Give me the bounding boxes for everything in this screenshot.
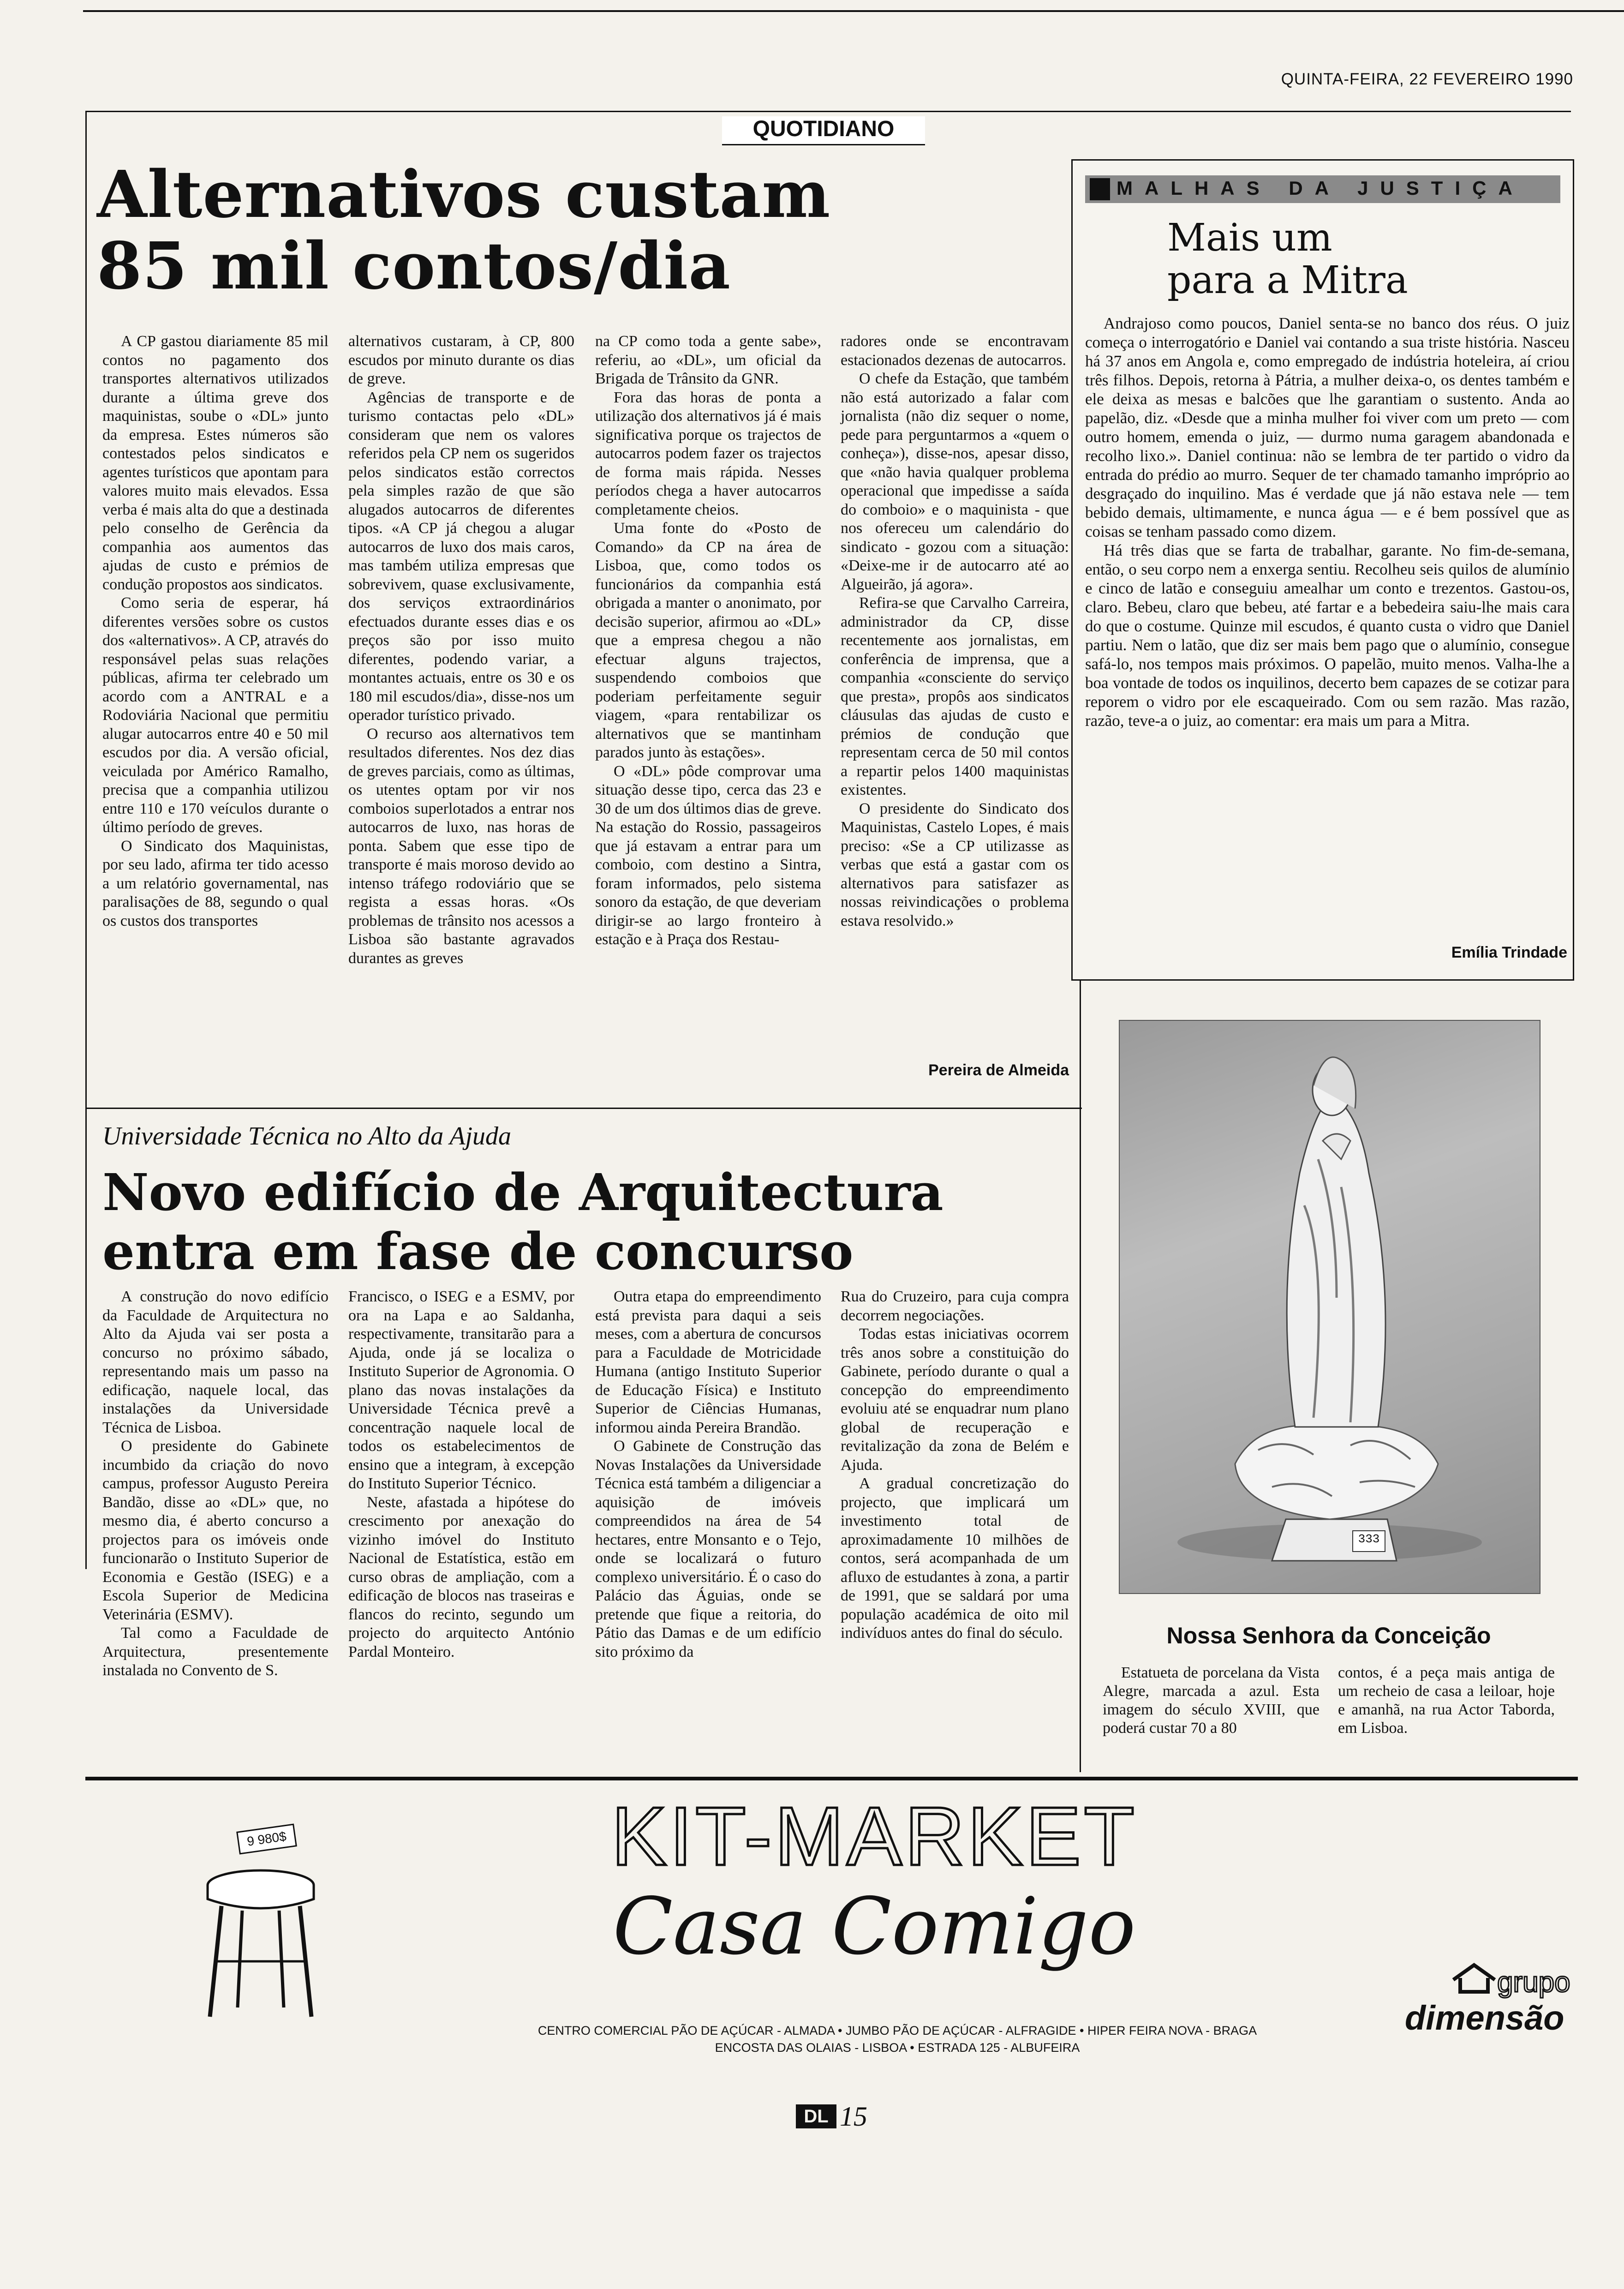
paragraph: Todas estas iniciativas ocorrem três anos sobre a constituição do Gabinete, período durante o qual a concepção do empreendimento evoluiu até se enquadrar num plano global de recuperação e revitalização da zona de Belém e Ajuda. [841,1325,1069,1474]
article-divider [85,1108,1082,1109]
article1-headline [97,159,830,302]
article1-column-3 [595,332,821,949]
date-line: QUINTA-FEIRA, 22 FEVEREIRO 1990 [1281,70,1573,88]
footer-logo: DL [796,2104,836,2128]
article1-headline-line2: 85 mil contos/dia [97,228,731,304]
article2-column-3 [595,1288,821,1661]
article1-headline-line1: Alternativos custam [97,157,831,233]
article1-column-1 [102,332,328,930]
section-label: QUOTIDIANO [722,116,925,145]
group-logo-name: dimensão [1405,1999,1564,2037]
paragraph: na CP como toda a gente sabe», referiu, ao «DL», um oficial da Brigada de Trânsito da GNR. [595,333,821,387]
sidebar-series-label: MALHAS DA JUSTIÇA [1116,177,1524,199]
paragraph: O presidente do Sindicato dos Maquinistas, Castelo Lopes, é mais preciso: «Se a CP utilizasse as verbas que está a gastar com os alternativos para satisfazer as nossas reivindicações o problema estava resolvido.» [841,800,1069,929]
paragraph: O Gabinete de Construção das Novas Instalações da Universidade Técnica está também a diligenciar a aquisição de imóveis compreendidos na área de 54 hectares, entre Monsanto e o Tejo, onde se localizará o futuro complexo universitário. É o caso do Palácio das Águias, onde se pretende que fique a reitoria, do Pátio das Damas e de um edifício sito próximo da [595,1438,821,1660]
article2-headline-line2: entra em fase de concurso [102,1222,854,1281]
photo-title: Nossa Senhora da Conceição [1166,1623,1491,1648]
paragraph: O Sindicato dos Maquinistas, por seu lado, afirma ter tido acesso a um relatório governamental, nas paralisações de 88, segundo o qual os custos dos transportes [102,837,328,929]
paragraph: Como seria de esperar, há diferentes versões sobre os custos dos «alternativos». A CP, através do responsável pelas suas relações públicas, afirma ter celebrado um acordo com a ANTRAL e a Rodoviária Nacional que permitiu alugar autocarros entre 40 e 50 mil escudos por dia. A versão oficial, veiculada por Américo Ramalho, precisa que a companhia utilizou entre 110 e 170 veículos durante o último período de greves. [102,594,328,836]
paragraph: O chefe da Estação, que também não está autorizado a falar com jornalista (não diz sequer o nome, pede para perguntarmos a «quem o conheça»), disse-nos, apesar disso, que «não havia qualquer problema operacional que impedisse a saída do comboio» e o maquinista - que nos ofereceu um calendário do sindicato - gozou com a situação: «Deixe-me ir de autocarro até ao Algueirão, já agora». [841,370,1069,593]
photo-caption-col1 [1103,1664,1320,1738]
paragraph: A gradual concretização do projecto, que implicará um investimento total de aproximadamente 10 milhões de contos, será acompanhada de um afluxo de estudantes à zona, a partir de 1991, que se saldará por uma população académica de oito mil indivíduos antes do final do século. [841,1475,1069,1642]
paragraph: Outra etapa do empreendimento está prevista para daqui a seis meses, com a abertura de concursos para a Faculdade de Motricidade Humana (antigo Instituto Superior de Educação Física) e Instituto Superior de Ciências Humanas, informou ainda Pereira Brandão. [595,1288,821,1436]
paragraph: Uma fonte do «Posto de Comando» da CP na área de Lisboa, que, como todos os funcionários da companhia está obrigada a manter o anonimato, por decisão superior, afirmou ao «DL» que a empresa chegou a não efectuar alguns trajectos, suspendendo comboios que poderiam perfeitamente seguir viagem, «para rentabilizar os alternativos que se mantinham parados junto às estações». [595,520,821,761]
paragraph: Francisco, o ISEG e a ESMV, por ora na Lapa e ao Saldanha, respectivamente, transitarão para a Ajuda, onde já se localiza o Instituto Superior de Agronomia. O plano das novas instalações da Universidade Técnica prevê a concentração naquele local de todos os estabelecimentos de ensino que a integram, à excepção do Instituto Superior Técnico. [348,1288,574,1492]
caption-text: Estatueta de porcelana da Vista Alegre, marcada a azul. Esta imagem do século XVIII, que poderá custar 70 a 80 [1103,1664,1320,1737]
ad-brand: KIT-MARKET [611,1790,1138,1883]
paragraph: Fora das horas de ponta a utilização dos alternativos já é mais significativa porque os trajectos de autocarros podem fazer os trajectos de forma mais rápida. Nesses períodos chega a haver autocarros completamente cheios. [595,389,821,518]
ad-tagline: Casa Comigo [613,1881,1136,1972]
article2-column-1 [102,1288,328,1680]
sidebar-title-line1: Mais um [1167,216,1332,260]
article2-column-4 [841,1288,1069,1643]
chair-icon [191,1841,330,2026]
house-icon [1451,1961,1497,1994]
paragraph: Neste, afastada a hipótese do crescimento por anexação do vizinho imóvel do Instituto Nacional de Estatística, estão em curso obras de ampliação, com a edificação de blocos nas traseiras e flancos do recinto, segundo um projecto do arquitecto António Pardal Monteiro. [348,1493,574,1660]
top-rule [83,10,1624,12]
article1-byline: Pereira de Almeida [928,1061,1069,1079]
photo-caption-col2 [1338,1664,1555,1738]
ad-locations-line1: CENTRO COMERCIAL PÃO DE AÇÚCAR - ALMADA • JUMBO PÃO DE AÇÚCAR - ALFRAGIDE • HIPER FEIRA NOVA - BRAGA [537,2024,1257,2037]
ad-locations-line2: ENCOSTA DAS OLAIAS - LISBOA • ESTRADA 125 - ALBUFEIRA [715,2041,1080,2055]
paragraph: alternativos custaram, à CP, 800 escudos por minuto durante os dias de greve. [348,333,574,387]
paragraph: A construção do novo edifício da Faculdade de Arquitectura no Alto da Ajuda vai ser posta a concurso no próximo sábado, representando mais um passo na edificação, naquele local, das instalações da Universidade Técnica de Lisboa. [102,1288,328,1436]
group-label: grupo [1497,1966,1570,1998]
statue-stamp: 333 [1358,1532,1380,1546]
article1-column-4 [841,332,1069,930]
paragraph: radores onde se encontravam estacionados dezenas de autocarros. [841,333,1069,369]
paragraph: Há três dias que se farta de trabalhar, garante. No fim-de-semana, então, o seu corpo nem a enxerga sentiu. Recolheu seis quilos de alumínio e cinco de latão e conseguiu amealhar um conto e trezentos. Gastou-os, claro. Bebeu, claro que bebeu, até fartar e a bebedeira saiu-lhe mais cara do que o costume. Quinze mil escudos, é quanto custa o vidro que Daniel partiu. Nem o latão, que diz ser mais bem pago que o alumínio, consegue safá-lo, nos tempos mais próximos. O papelão, muito menos. Valha-lhe a boa vontade de todos os inquilinos, decerto bem capazes de se cotizar para reporem o vidro por ele escaqueirado. Com ou sem razão. Mas razão, razão, teve-a o juiz, ao comentar: era mais um para a Mitra. [1085,541,1570,730]
paragraph: O recurso aos alternativos tem resultados diferentes. Nos dez dias de greves parciais, como as últimas, os utentes optam por vir nos comboios superlotados a entrar nos autocarros de luxo, nas horas de ponta. Sabem que esse tipo de transporte é mais moroso devido ao intenso tráfego rodoviário que se regista a essas horas. «Os problemas de trânsito nos acessos a Lisboa são bastante agravados durantes as greves [348,725,575,967]
article2-headline-line1: Novo edifício de Arquitectura [102,1162,943,1222]
paragraph: Refira-se que Carvalho Carreira, administrador da CP, disse recentemente aos jornalistas, em conferência de imprensa, que a companhia «consciente do serviço que presta», propôs aos sindicatos cláusulas das ajudas de custo e prémios de condução que representam cerca de 50 mil contos a repartir pelos 1400 maquinistas existentes. [841,594,1069,798]
paragraph: A CP gastou diariamente 85 mil contos no pagamento dos transportes alternativos utilizados durante a última greve dos maquinistas, soube o «DL» junto da empresa. Estes números são contestados pelos sindicatos e agentes turísticos que apontam para valores muito mais elevados. Essa verba é mais alta do que a destinada pelo conselho de Gerência da companhia aos aumentos das ajudas de custo e prémios de condução propostos aos sindicatos. [102,333,328,593]
paragraph: O presidente do Gabinete incumbido da criação do novo campus, professor Augusto Pereira Bandão, disse ao «DL» que, no mesmo dia, é aberto concurso a projectos para os imóveis onde funcionarão o Instituto Superior de Economia e Gestão (ISEG) e a Escola Superior de Medicina Veterinária (ESMV). [102,1438,328,1623]
paragraph: Tal como a Faculdade de Arquitectura, presentemente instalada no Convento de S. [102,1624,328,1679]
article1-left-rule [85,111,87,1569]
sidebar-title-line2: para a Mitra [1167,258,1408,302]
article1-column-2 [348,332,574,968]
page-number: 15 [840,2101,867,2132]
paragraph: Rua do Cruzeiro, para cuja compra decorrem negociações. [841,1288,1069,1324]
article2-headline [102,1163,943,1281]
paragraph: Agências de transporte e de turismo contactas pelo «DL» consideram que nem os valores referidos pela CP nem os sugeridos pelos sindicatos estão correctos pela simples razão de que são alugados autocarros de diferentes tipos. «A CP já chegou a alugar autocarros de luxo dos mais caros, mas também utiliza empresas que sobrevivem, quase exclusivamente, dos serviços extraordinários efectuados durante esses dias e os preços são por isso muito diferentes, podendo variar, a montantes actuais, entre os 30 e os 180 mil escudos/dia», disse-nos um operador turístico privado. [348,389,574,724]
photo-left-rule [1080,997,1081,1772]
sidebar-byline: Emília Trindade [1451,944,1567,961]
statue-image [1120,1021,1540,1593]
sidebar-title [1167,217,1408,302]
article1-top-rule [85,111,1571,112]
article2-column-2 [348,1288,574,1661]
photo-frame [1119,1020,1540,1594]
ad-top-rule [85,1777,1578,1780]
paragraph: Andrajoso como poucos, Daniel senta-se no banco dos réus. O juiz começa o interrogatório e Daniel vai contando a sua triste história. Nasceu há 37 anos em Angola e, como empregado de indústria hoteleira, aí criou três filhos. Depois, retorna à Pátria, a mulher deixa-o, os dentes também e ele deixa as mesas e balcões que lhe garantiam o sustento. Anda ao papelão, diz. «Desde que a minha mulher foi viver com um preto — com outro homem, emenda o juiz, — durmo numa garagem abandonada e recolho lixo.». Daniel continua: não se lembra de ter partido o vidro da entrada do prédio ao murro. Sequer de ter chamado tamanho impróprio ao desgraçado do inquilino. Mas é verdade que já não estava nele — tem bebido demais, ultimamente, e nunca água — e é bem possível que as coisas se tenham passado como dizem. [1085,314,1570,540]
article2-kicker: Universidade Técnica no Alto da Ajuda [102,1122,512,1150]
caption-text: contos, é a peça mais antiga de um recheio de casa a leiloar, hoje e amanhã, na rua Actor Taborda, em Lisboa. [1338,1664,1555,1737]
ad-block [85,1781,1578,2095]
price-tag: 9 980$ [236,1823,297,1854]
paragraph: O «DL» pôde comprovar uma situação desse tipo, cerca das 23 e 30 de um dos últimos dias de greve. Na estação do Rossio, passageiros que já estavam a entrar para um comboio, com destino a Sintra, foram informados, pelo sistema sonoro da estação, de que deveriam dirigir-se ao largo fronteiro à estação e à Praça dos Restau- [595,762,821,948]
sidebar-body [1085,314,1570,730]
sidebar-series-marker [1090,178,1110,200]
